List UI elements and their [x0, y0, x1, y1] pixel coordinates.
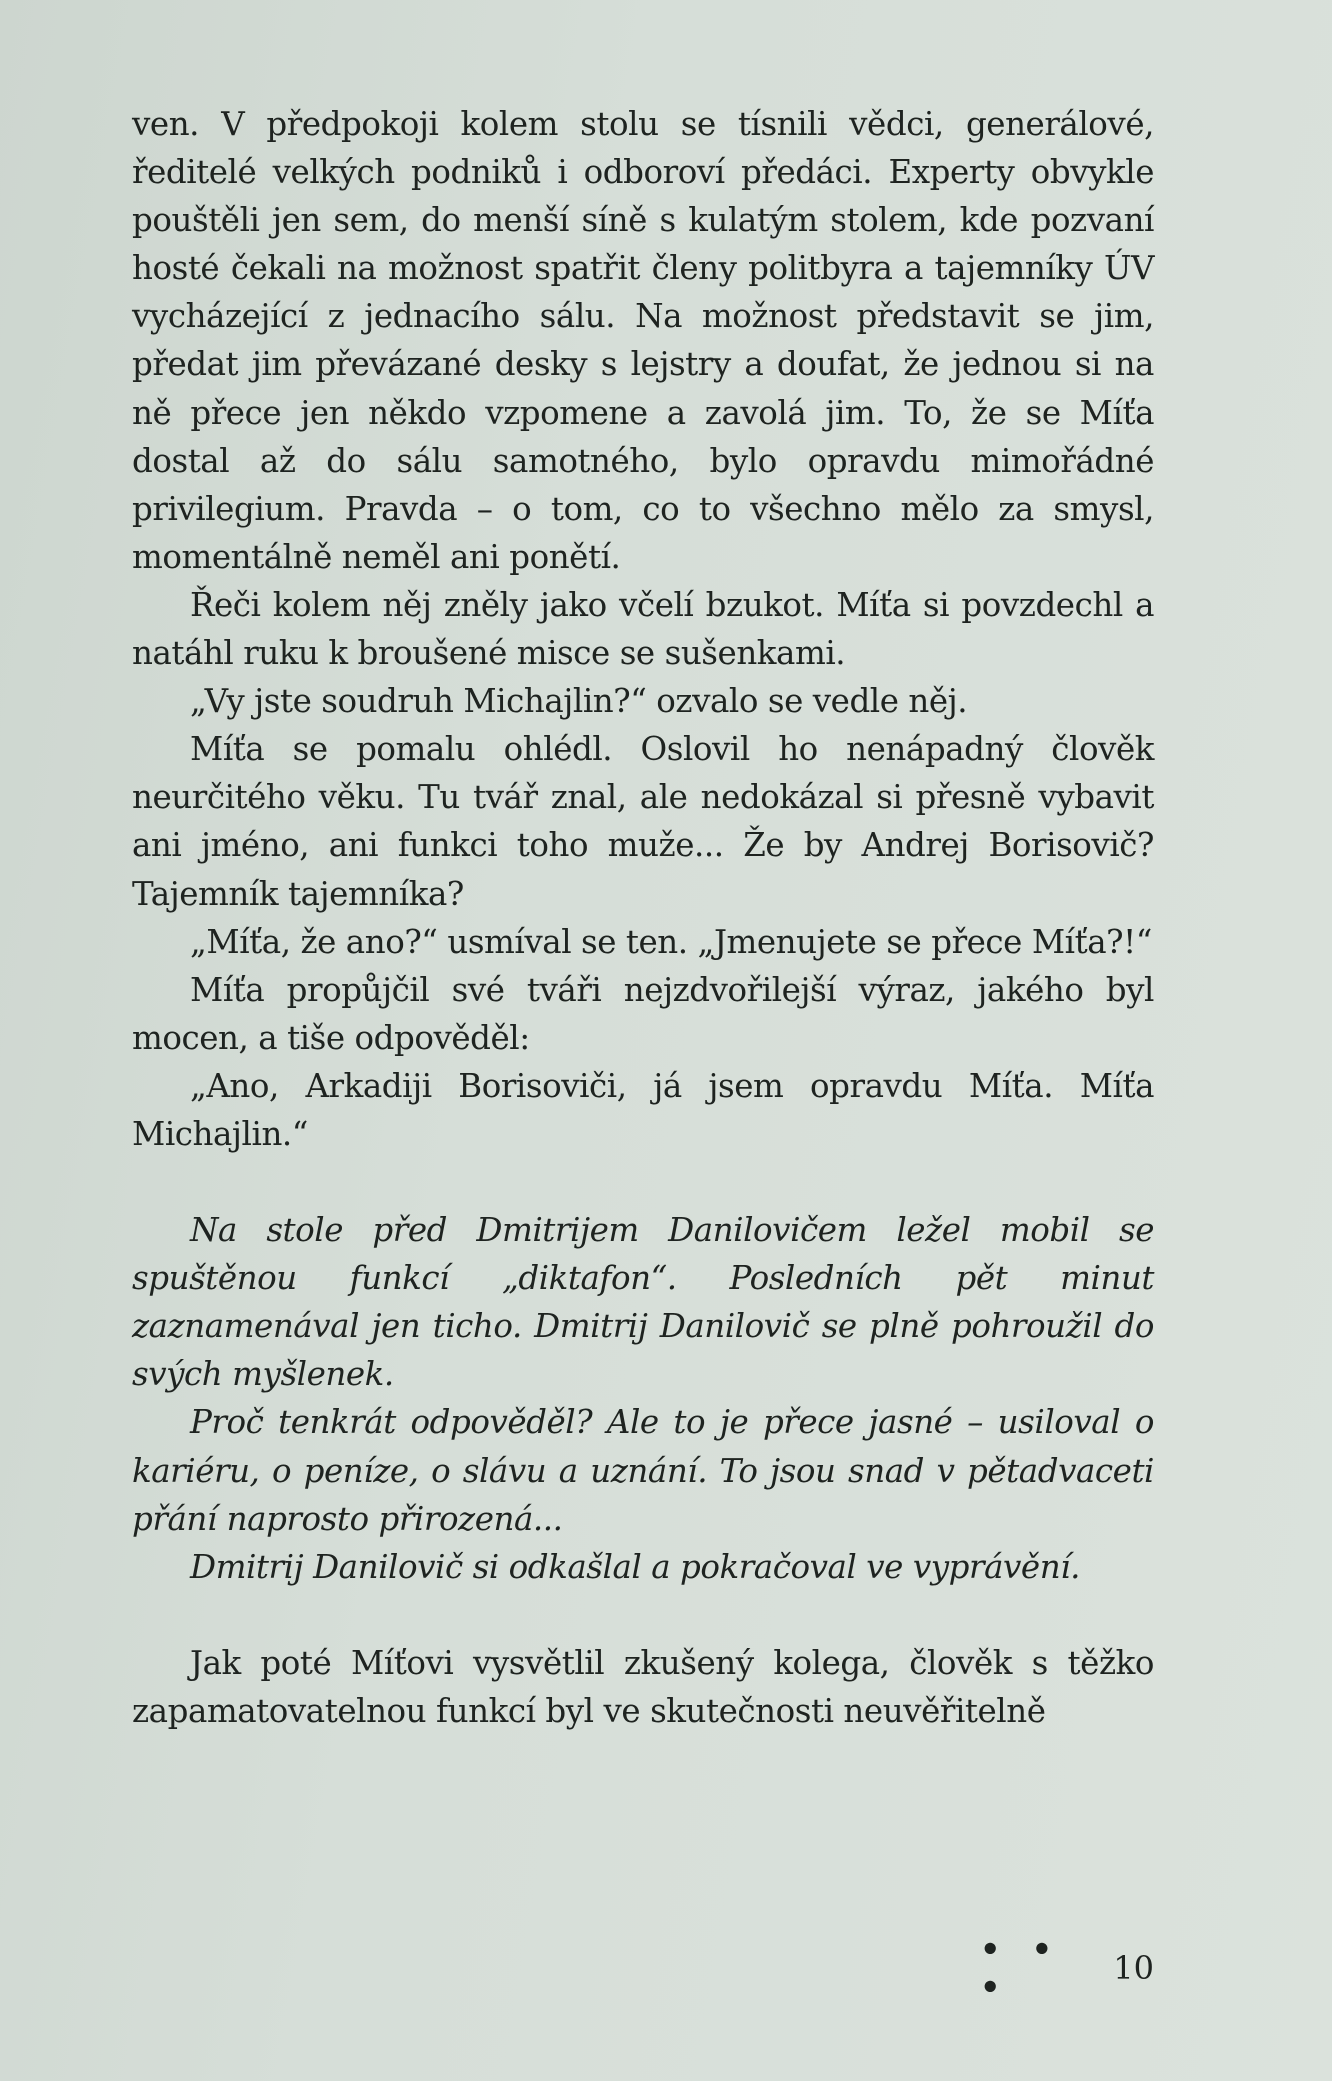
paragraph-8: Jak poté Míťovi vysvětlil zkušený kolega, člověk s těžko zapamatovatelnou funkcí byl ve skutečnosti neuvěřitelně	[132, 1643, 1154, 1730]
paragraph-7: „Ano, Arkadiji Borisoviči, já jsem opravdu Míťa. Míťa Michajlin.“	[132, 1066, 1154, 1153]
paragraph-6: Míťa propůjčil své tváři nejzdvořilejší výraz, jakého byl mocen, a tiše odpověděl:	[132, 970, 1154, 1057]
paragraph-2: Řeči kolem něj zněly jako včelí bzukot. Míťa si povzdechl a natáhl ruku k broušené misce se sušenkami.	[132, 585, 1154, 673]
paragraph-5: „Míťa, že ano?“ usmíval se ten. „Jmenujete se přece Míťa?!“	[190, 922, 1152, 961]
page-number: 10	[1113, 1949, 1154, 1987]
footer-dots: • • •	[980, 1930, 1063, 2006]
paragraph-1: ven. V předpokoji kolem stolu se tísnili vědci, generálové, ředitelé velkých podniků i odboroví předáci. Experty obvykle pouštěli jen sem, do menší síně s kulatým stolem, kde pozvaní hosté čekali na možnost spatřit členy politbyra a tajemníky ÚV vycházející z jednacího sálu. Na možnost představit se jim, předat jim převázané desky s lejstry a doufat, že jednou si na ně přece jen někdo vzpomene a zavolá jim. To, že se Míťa dostal až do sálu samotného, bylo opravdu mimořádné privilegium. Pravda – o tom, co to všechno mělo za smysl, momentálně neměl ani ponětí.	[132, 105, 1154, 576]
italic-paragraph-2: Proč tenkrát odpověděl? Ale to je přece jasné – usiloval o kariéru, o peníze, o slávu a uznání. To jsou snad v pětadvaceti přání naprosto přirozená...	[132, 1403, 1154, 1538]
italic-paragraph-3: Dmitrij Danilovič si odkašlal a pokračoval ve vyprávění.	[190, 1547, 1081, 1586]
paragraph-3: „Vy jste soudruh Michajlin?“ ozvalo se vedle něj.	[190, 682, 968, 721]
page-footer	[980, 1930, 1154, 2006]
body-text	[132, 100, 1154, 1735]
paragraph-4: Míťa se pomalu ohlédl. Oslovil ho nenápadný člověk neurčitého věku. Tu tvář znal, ale nedokázal si přesně vybavit ani jméno, ani funkci toho muže... Že by Andrej Borisovič? Tajemník tajemníka?	[132, 730, 1154, 913]
italic-paragraph-1: Na stole před Dmitrijem Danilovičem ležel mobil se spuštěnou funkcí „diktafon“. Posledních pět minut zaznamenával jen ticho. Dmitrij Danilovič se plně pohroužil do svých myšlenek.	[132, 1211, 1154, 1394]
